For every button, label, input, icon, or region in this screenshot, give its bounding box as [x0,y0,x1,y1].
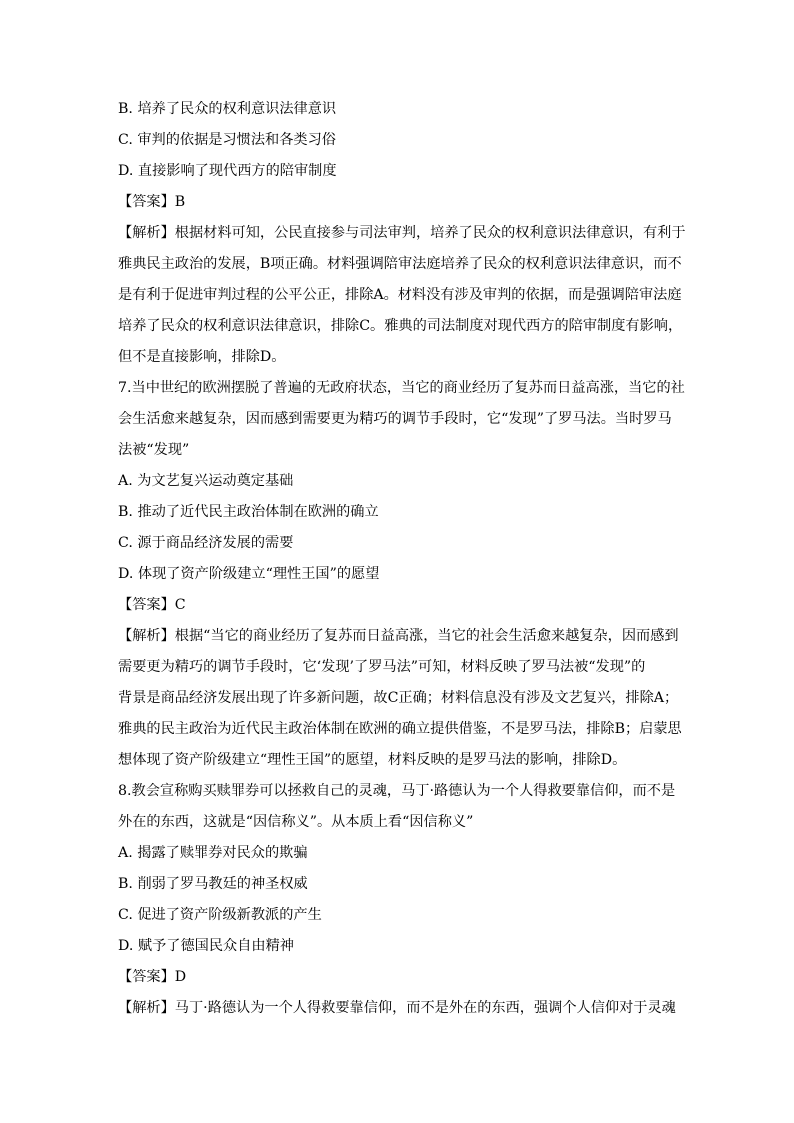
question-6-answer: 【答案】B [118,194,186,210]
option-a: A. 揭露了赎罪券对民众的欺骗 [118,845,308,861]
stem-line: 7.当中世纪的欧洲摆脱了普遍的无政府状态，当它的商业经历了复苏而日益高涨，当它的社 [118,380,685,396]
option-d: D. 体现了资产阶级建立“理性王国”的愿望 [118,566,380,582]
document-page [118,99,686,1029]
option-b: B. 培养了民众的权利意识法律意识 [118,101,337,117]
question-8-stem [118,781,678,832]
option-c: C. 审判的依据是习惯法和各类习俗 [118,132,336,148]
option-d: D. 直接影响了现代西方的陪审制度 [118,163,337,179]
question-7-analysis [118,626,682,770]
option-a: A. 为文艺复兴运动奠定基础 [118,473,294,489]
analysis-line: 是有利于促进审判过程的公平公正，排除A。材料没有涉及审判的依据，而是强调陪审法庭 [118,287,682,303]
question-7-answer: 【答案】C [118,597,186,613]
question-8-answer: 【答案】D [118,969,187,985]
stem-line: 法被“发现” [118,442,190,458]
analysis-line: 雅典的民主政治为近代民主政治体制在欧洲的确立提供借鉴，不是罗马法，排除B；启蒙思 [118,721,682,737]
stem-line: 会生活愈来越复杂，因而感到需要更为精巧的调节手段时，它“发现”了罗马法。当时罗马 [118,411,672,427]
analysis-line: 需要更为精巧的调节手段时，它‘发现’了罗马法”可知，材料反映了罗马法被“发现”的 [118,659,646,675]
analysis-line: 但不是直接影响，排除D。 [118,349,286,365]
question-6-analysis [118,223,686,367]
analysis-line: 培养了民众的权利意识法律意识，排除C。雅典的司法制度对现代西方的陪审制度有影响， [118,318,683,334]
analysis-line: 雅典民主政治的发展，B项正确。材料强调陪审法庭培养了民众的权利意识法律意识，而不 [118,256,682,272]
analysis-line: 想体现了资产阶级建立“理性王国”的愿望，材料反映的是罗马法的影响，排除D。 [118,752,627,768]
option-b: B. 推动了近代民主政治体制在欧洲的确立 [118,504,379,520]
analysis-line: 【解析】根据“当它的商业经历了复苏而日益高涨，当它的社会生活愈来越复杂，因而感到 [118,628,679,644]
option-c: C. 源于商品经济发展的需要 [118,535,294,551]
question-8-options [118,843,678,956]
stem-line: 8.教会宣称购买赎罪券可以拯救自己的灵魂，马丁·路德认为一个人得救要靠信仰，而不是 [118,783,676,799]
option-c: C. 促进了资产阶级新教派的产生 [118,907,322,923]
question-7-stem [118,378,685,460]
option-b: B. 削弱了罗马教廷的神圣权威 [118,876,308,892]
question-6-options [118,99,678,181]
option-d: D. 赋予了德国民众自由精神 [118,938,294,954]
question-8-analysis [118,998,678,1018]
stem-line: 外在的东西，这就是“因信称义”。从本质上看“因信称义” [118,814,474,830]
analysis-line: 【解析】根据材料可知，公民直接参与司法审判，培养了民众的权利意识法律意识，有利于 [118,225,686,241]
question-7-options [118,471,678,584]
analysis-line: 【解析】马丁·路德认为一个人得救要靠信仰，而不是外在的东西，强调个人信仰对于灵魂 [118,1000,676,1016]
analysis-line: 背景是商品经济发展出现了许多新问题，故C正确；材料信息没有涉及文艺复兴，排除A； [118,690,679,706]
